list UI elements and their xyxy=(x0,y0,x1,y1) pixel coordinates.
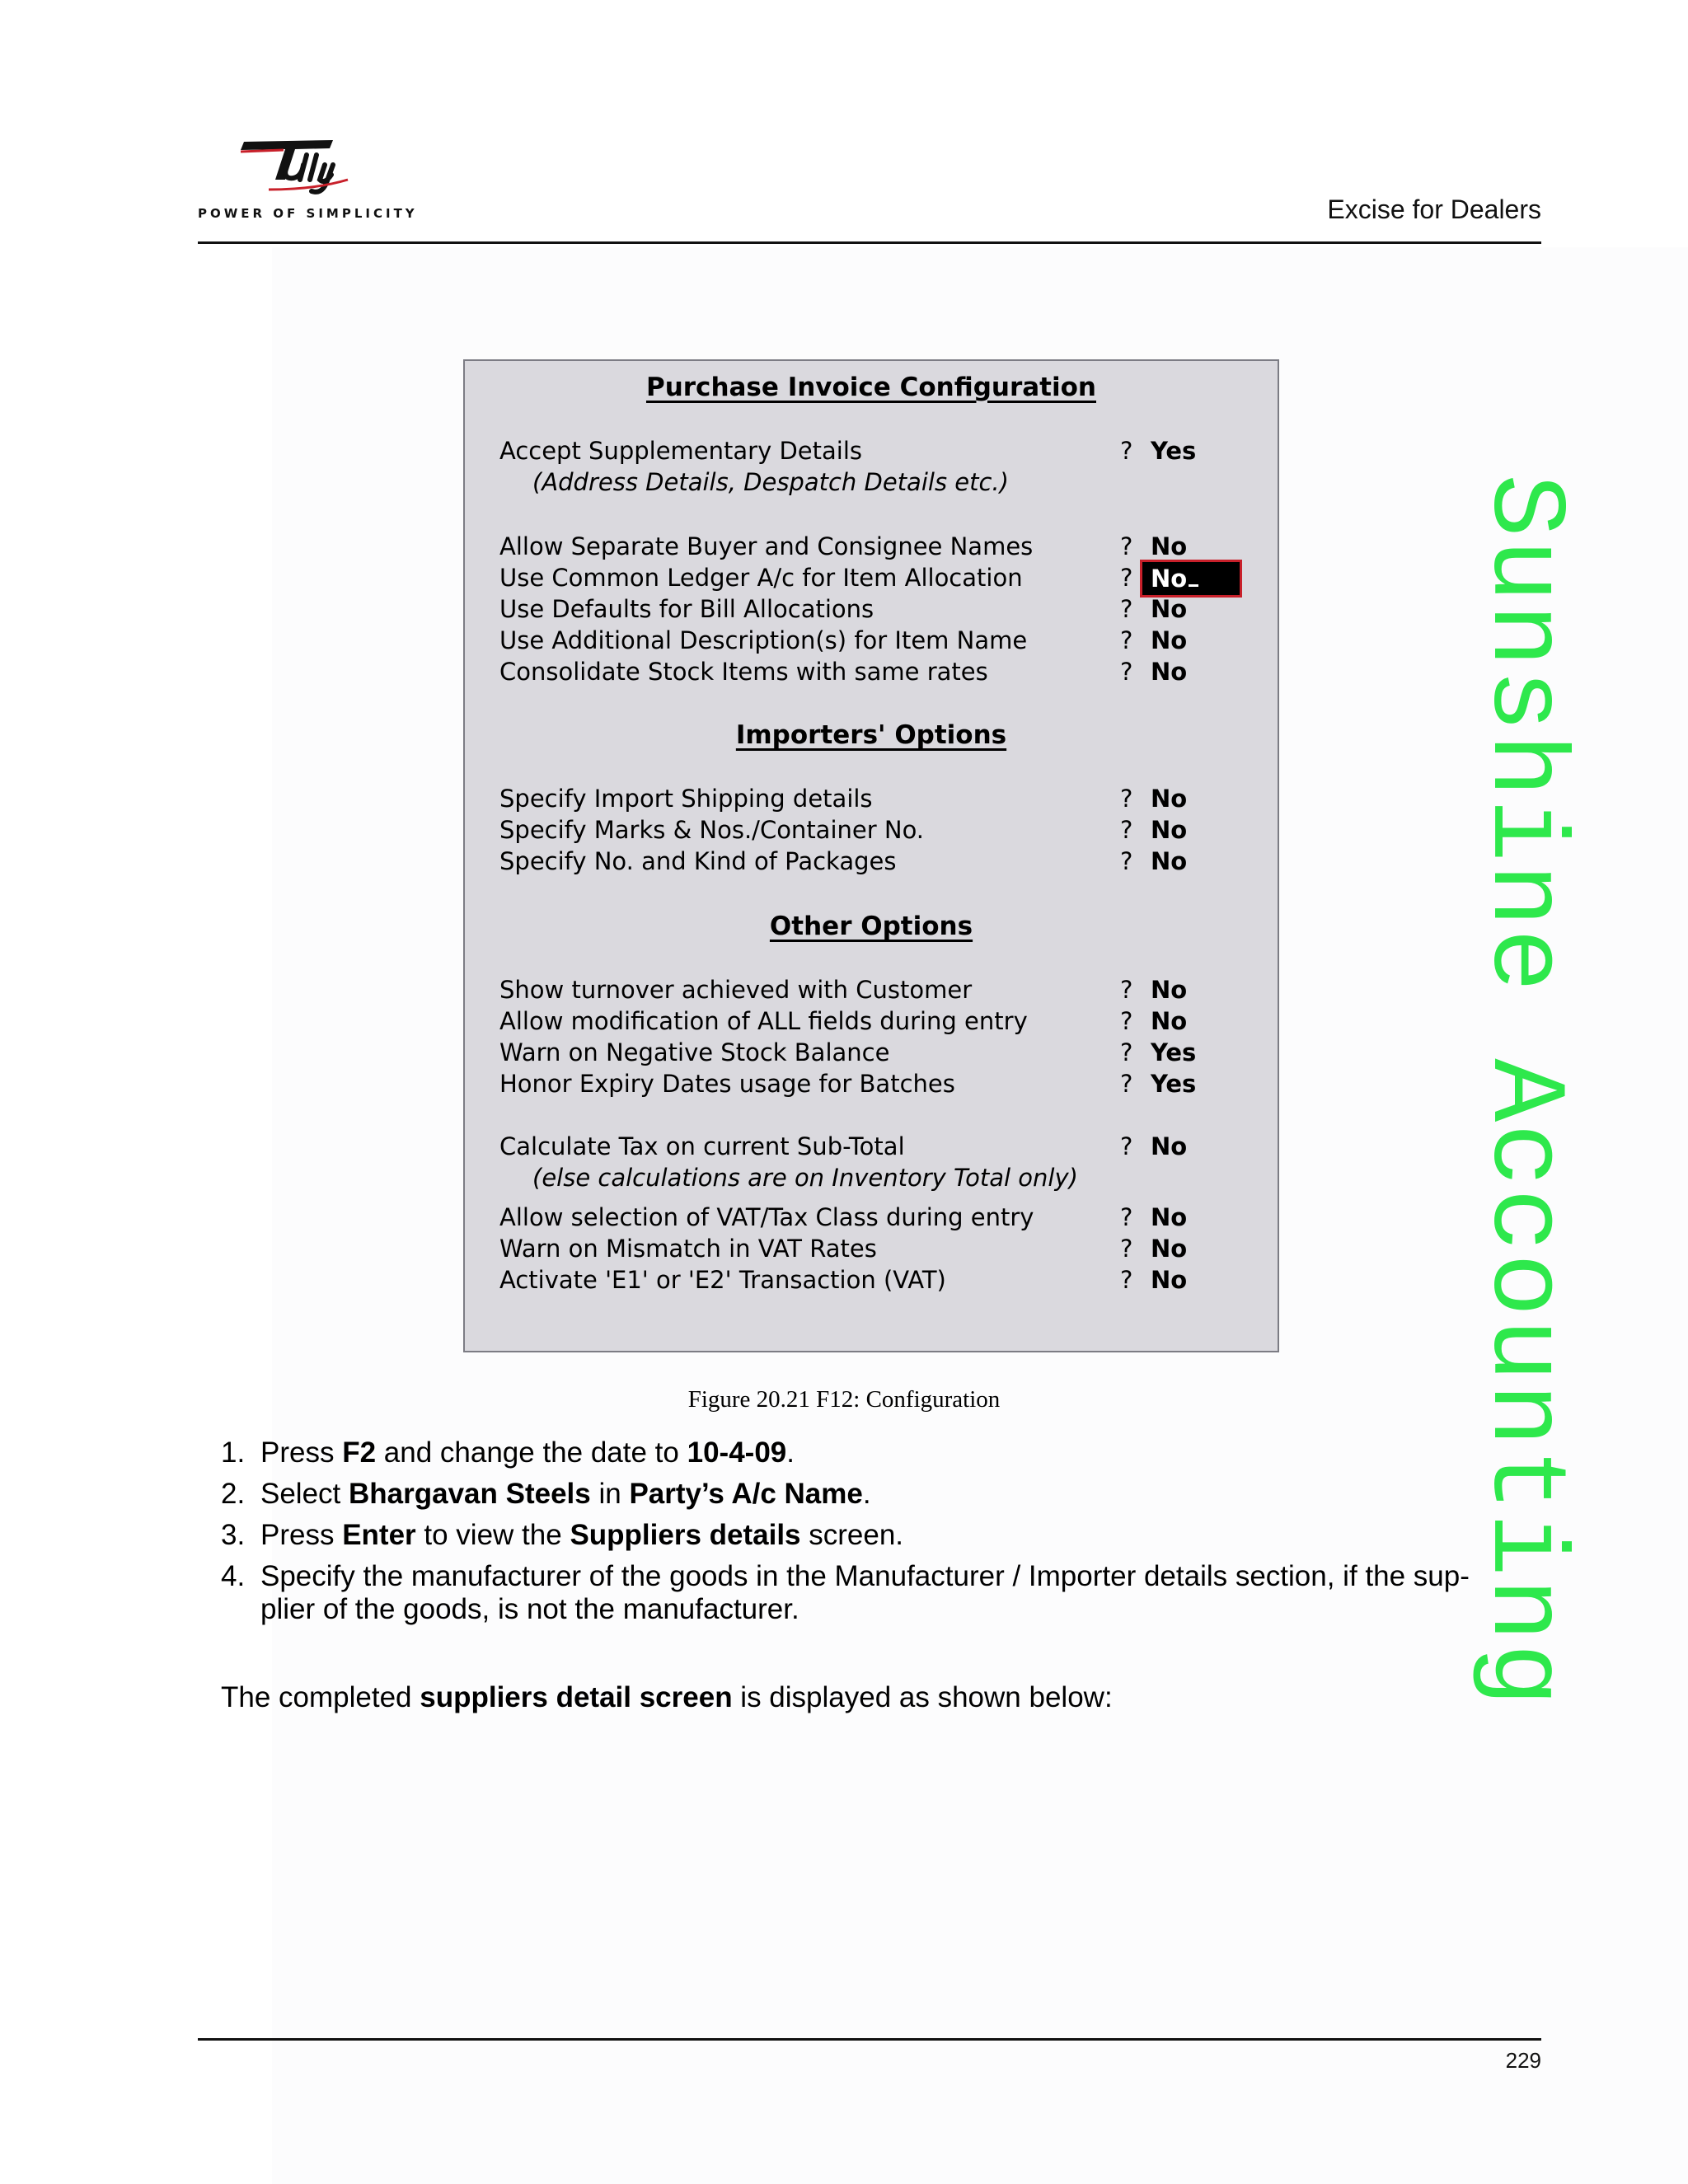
footer-rule xyxy=(198,2038,1541,2041)
focused-option-field[interactable] xyxy=(1142,562,1240,595)
step-key: F2 xyxy=(342,1436,377,1469)
logo-tagline: POWER OF SIMPLICITY xyxy=(198,206,418,221)
option-value[interactable]: No xyxy=(1151,532,1188,560)
option-question: ? xyxy=(1120,847,1133,875)
option-label: Specify Import Shipping details xyxy=(499,785,873,813)
focused-option-value: No xyxy=(1151,565,1188,593)
step-number: 4. xyxy=(221,1560,246,1592)
step-text: and change the date to xyxy=(376,1436,687,1469)
option-value[interactable]: Yes xyxy=(1151,1038,1197,1066)
option-label: Accept Supplementary Details xyxy=(499,437,863,465)
option-question: ? xyxy=(1120,816,1133,844)
option-label: Warn on Negative Stock Balance xyxy=(499,1038,890,1066)
option-question: ? xyxy=(1120,658,1133,686)
step-text: . xyxy=(862,1478,871,1510)
option-label: Allow selection of VAT/Tax Class during entry xyxy=(499,1203,1034,1231)
step-item xyxy=(221,1515,1540,1556)
text-cursor xyxy=(1189,584,1198,587)
option-value[interactable]: No xyxy=(1151,626,1188,654)
option-value[interactable]: Yes xyxy=(1151,437,1197,465)
option-question: ? xyxy=(1120,1007,1133,1035)
step-field: Party’s A/c Name xyxy=(629,1478,863,1510)
option-question: ? xyxy=(1120,437,1133,465)
step-text: . xyxy=(786,1436,795,1469)
option-question: ? xyxy=(1120,1038,1133,1066)
closing-bold-text: suppliers detail screen xyxy=(420,1681,733,1713)
option-label: Use Additional Description(s) for Item Name xyxy=(499,626,1028,654)
option-label: Allow Separate Buyer and Consignee Names xyxy=(499,532,1034,560)
page-number: 229 xyxy=(1505,2048,1541,2073)
option-question: ? xyxy=(1120,595,1133,623)
step-item xyxy=(221,1556,1540,1626)
option-question: ? xyxy=(1120,1203,1133,1231)
step-number: 1. xyxy=(221,1436,246,1469)
step-screen: Suppliers details xyxy=(570,1519,801,1551)
step-text: Press xyxy=(260,1519,343,1551)
option-label: Honor Expiry Dates usage for Batches xyxy=(499,1070,955,1098)
option-question: ? xyxy=(1120,1266,1133,1294)
other-options-heading: Other Options xyxy=(769,912,973,941)
importers-options-heading: Importers' Options xyxy=(735,720,1007,750)
option-value[interactable]: No xyxy=(1151,847,1188,875)
step-text: Press xyxy=(260,1436,343,1469)
chapter-title: Excise for Dealers xyxy=(1327,194,1541,224)
option-label: Use Common Ledger A/c for Item Allocation xyxy=(499,564,1023,592)
option-sub-note: (Address Details, Despatch Details etc.) xyxy=(532,468,1009,496)
option-label: Consolidate Stock Items with same rates xyxy=(499,658,988,686)
closing-text: is displayed as shown below: xyxy=(732,1681,1113,1713)
option-label: Warn on Mismatch in VAT Rates xyxy=(499,1235,877,1263)
option-question: ? xyxy=(1120,626,1133,654)
option-value[interactable]: No xyxy=(1151,595,1188,623)
option-label: Show turnover achieved with Customer xyxy=(499,976,973,1004)
option-question: ? xyxy=(1120,976,1133,1004)
step-key: Enter xyxy=(342,1519,416,1551)
option-value[interactable]: No xyxy=(1151,658,1188,686)
closing-paragraph xyxy=(221,1681,1113,1714)
option-question: ? xyxy=(1120,1070,1133,1098)
step-date: 10-4-09 xyxy=(687,1436,787,1469)
step-text: Select xyxy=(260,1478,349,1510)
option-question: ? xyxy=(1120,564,1133,592)
option-label: Specify Marks & Nos./Container No. xyxy=(499,816,925,844)
step-number: 3. xyxy=(221,1519,246,1551)
steps-list xyxy=(221,1432,1540,1626)
step-text: in xyxy=(590,1478,630,1510)
option-label: Activate 'E1' or 'E2' Transaction (VAT) xyxy=(499,1266,946,1294)
step-text-line: plier of the goods, is not the manufacturer. xyxy=(260,1593,799,1625)
option-value[interactable]: No xyxy=(1151,1007,1188,1035)
option-value[interactable]: No xyxy=(1151,785,1188,813)
option-question: ? xyxy=(1120,785,1133,813)
step-text-line: Specify the manufacturer of the goods in the Manufacturer / Importer details section, if the sup- xyxy=(260,1560,1470,1592)
closing-text: The completed xyxy=(221,1681,420,1713)
option-value[interactable]: No xyxy=(1151,1132,1188,1160)
option-value[interactable]: No xyxy=(1151,1266,1188,1294)
option-value[interactable]: No xyxy=(1151,976,1188,1004)
figure-caption: Figure 20.21 F12: Configuration xyxy=(687,1386,1001,1413)
option-question: ? xyxy=(1120,1235,1133,1263)
step-text: to view the xyxy=(415,1519,570,1551)
header-rule xyxy=(198,241,1541,244)
panel-title: Purchase Invoice Configuration xyxy=(645,373,1096,402)
option-sub-note: (else calculations are on Inventory Total only) xyxy=(532,1164,1078,1192)
page-header xyxy=(198,132,1541,244)
option-value[interactable]: No xyxy=(1151,1203,1188,1231)
option-question: ? xyxy=(1120,1132,1133,1160)
option-value[interactable]: Yes xyxy=(1151,1070,1197,1098)
step-party: Bhargavan Steels xyxy=(349,1478,591,1510)
option-label: Allow modification of ALL fields during entry xyxy=(499,1007,1028,1035)
step-item xyxy=(221,1474,1540,1515)
watermark-text: Sunshine Accounting xyxy=(1463,474,1582,1708)
option-label: Use Defaults for Bill Allocations xyxy=(499,595,874,623)
step-number: 2. xyxy=(221,1478,246,1510)
option-question: ? xyxy=(1120,532,1133,560)
purchase-invoice-configuration-panel xyxy=(463,359,1279,1352)
step-text: screen. xyxy=(800,1519,904,1551)
tally-logo xyxy=(198,132,418,227)
option-value[interactable]: No xyxy=(1151,816,1188,844)
option-value[interactable]: No xyxy=(1151,1235,1188,1263)
option-label: Calculate Tax on current Sub-Total xyxy=(499,1132,905,1160)
option-label: Specify No. and Kind of Packages xyxy=(499,847,897,875)
step-item xyxy=(221,1432,1540,1474)
